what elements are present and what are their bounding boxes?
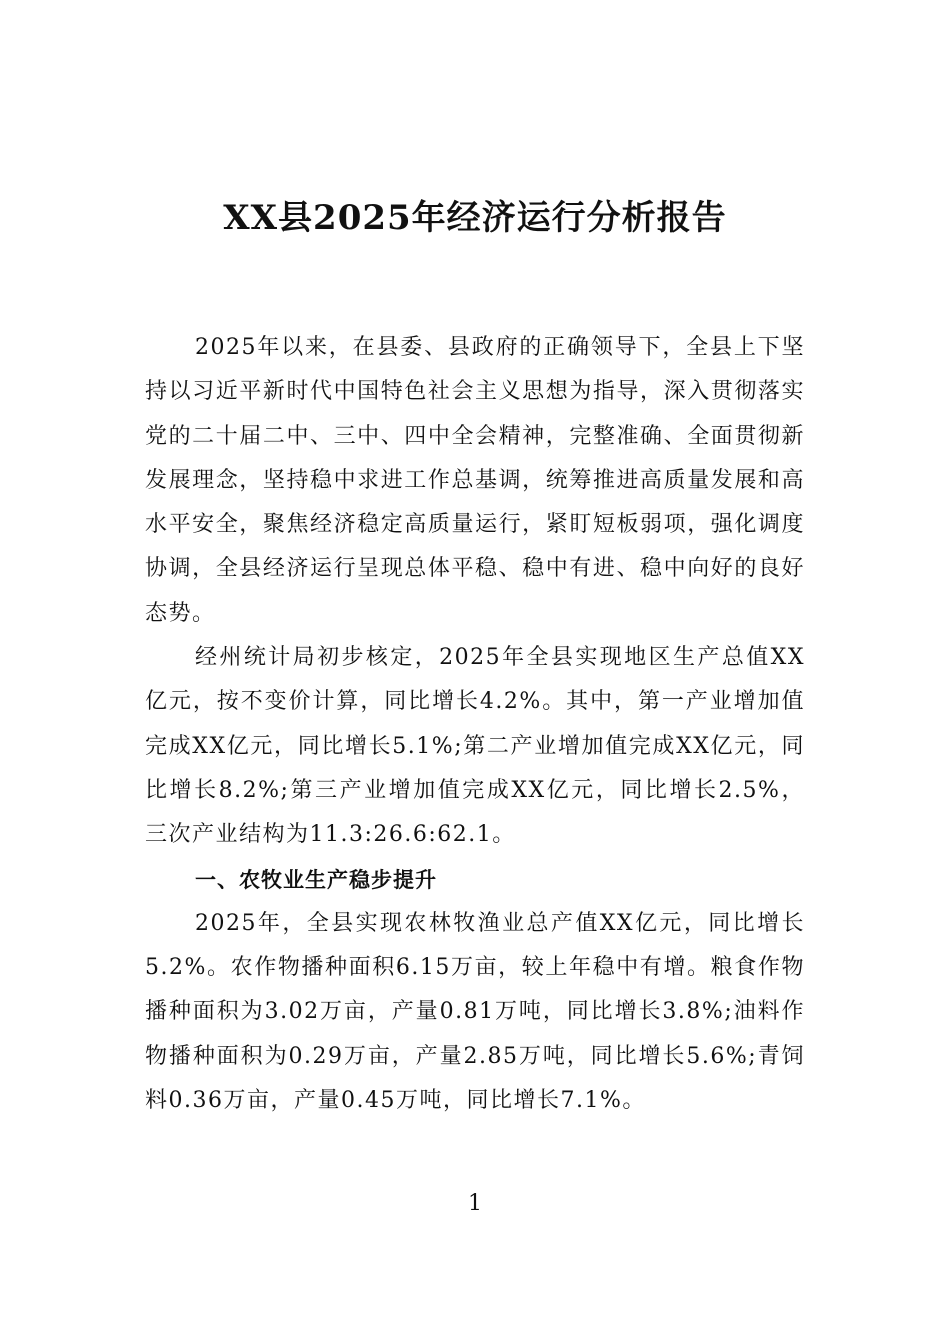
document-body (145, 326, 805, 1123)
gdp-paragraph: 经州统计局初步核定，2025年全县实现地区生产总值XX亿元，按不变价计算，同比增长4.2%。其中，第一产业增加值完成XX亿元，同比增长5.1%;第二产业增加值完成XX亿元，同比增长8.2%;第三产业增加值完成XX亿元，同比增长2.5%，三次产业结构为11.3:26.6:62.1。 (145, 645, 805, 848)
document-title: XX县2025年经济运行分析报告 (223, 198, 727, 238)
section-heading-agriculture: 一、农牧业生产稳步提升 (195, 867, 437, 892)
agriculture-paragraph: 2025年，全县实现农林牧渔业总产值XX亿元，同比增长5.2%。农作物播种面积6.15万亩，较上年稳中有增。粮食作物播种面积为3.02万亩，产量0.81万吨，同比增长3.8%;油料作物播种面积为0.29万亩，产量2.85万吨，同比增长5.6%;青饲料0.36万亩，产量0.45万吨，同比增长7.1%。 (145, 910, 805, 1114)
page-number: 1 (468, 1191, 482, 1216)
intro-paragraph: 2025年以来，在县委、县政府的正确领导下，全县上下坚持以习近平新时代中国特色社会主义思想为指导，深入贯彻落实党的二十届二中、三中、四中全会精神，完整准确、全面贯彻新发展理念，坚持稳中求进工作总基调，统筹推进高质量发展和高水平安全，聚焦经济稳定高质量运行，紧盯短板弱项，强化调度协调，全县经济运行呈现总体平稳、稳中有进、稳中向好的良好态势。 (145, 335, 805, 626)
